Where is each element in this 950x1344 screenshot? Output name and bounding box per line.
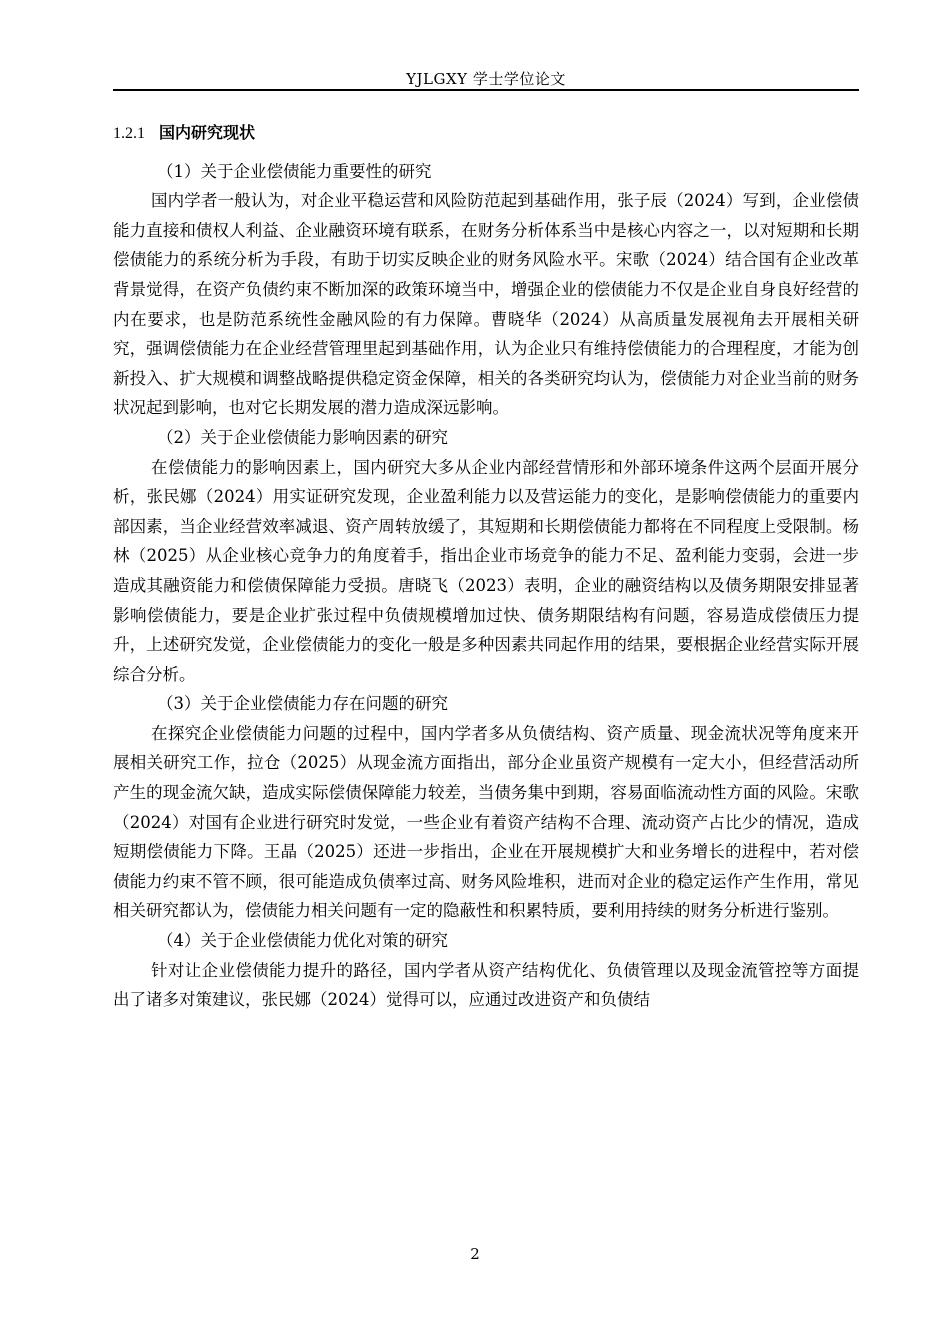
paragraph-4: 针对让企业偿债能力提升的路径，国内学者从资产结构优化、负债管理以及现金流管控等方面提出了诸多对策建议，张民娜（2024）觉得可以，应通过改进资产和负债结	[113, 960, 859, 1010]
paragraph-1: 国内学者一般认为，对企业平稳运营和风险防范起到基础作用，张子辰（2024）写到，企业偿债能力直接和债权人利益、企业融资环境有联系，在财务分析体系当中是核心内容之一，以对短期和长期偿债能力的系统分析为手段，有助于切实反映企业的财务风险水平。宋歌（2024）结合国有企业改革背景觉得，在资产负债约束不断加深的政策环境当中，增强企业的偿债能力不仅是企业自身良好经营的内在要求，也是防范系统性金融风险的有力保障。曹晓华（2024）从高质量发展视角去开展相关研究，强调偿债能力在企业经营管理里起到基础作用，认为企业只有维持偿债能力的合理程度，才能为创新投入、扩大规模和调整战略提供稳定资金保障，相关的各类研究均认为，偿债能力对企业当前的财务状况起到影响，也对它长期发展的潜力造成深远影响。	[113, 191, 859, 418]
subsection-heading-3: （3）关于企业偿债能力存在问题的研究	[157, 694, 448, 714]
section-heading	[113, 118, 859, 149]
subsection-heading-4: （4）关于企业偿债能力优化对策的研究	[157, 931, 448, 951]
section-title: 国内研究现状	[159, 123, 256, 142]
paragraph-2: 在偿债能力的影响因素上，国内研究大多从企业内部经营情形和外部环境条件这两个层面开展分析，张民娜（2024）用实证研究发现，企业盈利能力以及营运能力的变化，是影响偿债能力的重要内部因素，当企业经营效率减退、资产周转放缓了，其短期和长期偿债能力都将在不同程度上受限制。杨林（2025）从企业核心竞争力的角度着手，指出企业市场竞争的能力不足、盈利能力变弱，会进一步造成其融资能力和偿债保障能力受损。唐晓飞（2023）表明，企业的融资结构以及债务期限安排显著影响偿债能力，要是企业扩张过程中负债规模增加过快、债务期限结构有问题，容易造成偿债压力提升，上述研究发觉，企业偿债能力的变化一般是多种因素共同起作用的结果，要根据企业经营实际开展综合分析。	[113, 457, 859, 684]
paragraph-3: 在探究企业偿债能力问题的过程中，国内学者多从负债结构、资产质量、现金流状况等角度来开展相关研究工作，拉仓（2025）从现金流方面指出，部分企业虽资产规模有一定大小，但经营活动所产生的现金流欠缺，造成实际偿债保障能力较差，当债务集中到期，容易面临流动性方面的风险。宋歌（2024）对国有企业进行研究时发觉，一些企业有着资产结构不合理、流动资产占比少的情况，造成短期偿债能力下降。王晶（2025）还进一步指出，企业在开展规模扩大和业务增长的进程中，若对偿债能力约束不管不顾，很可能造成负债率过高、财务风险堆积，进而对企业的稳定运作产生作用，常见相关研究都认为，偿债能力相关问题有一定的隐蔽性和积累特质，要利用持续的财务分析进行鉴别。	[113, 723, 859, 921]
section-number: 1.2.1	[113, 125, 145, 142]
subsection-heading-1: （1）关于企业偿债能力重要性的研究	[157, 161, 432, 181]
page-header: YJLGXY 学士学位论文	[406, 70, 566, 88]
page-number: 2	[470, 1245, 480, 1263]
page-body	[113, 118, 859, 1015]
header-divider	[113, 89, 859, 91]
subsection-heading-2: （2）关于企业偿债能力影响因素的研究	[157, 427, 448, 447]
